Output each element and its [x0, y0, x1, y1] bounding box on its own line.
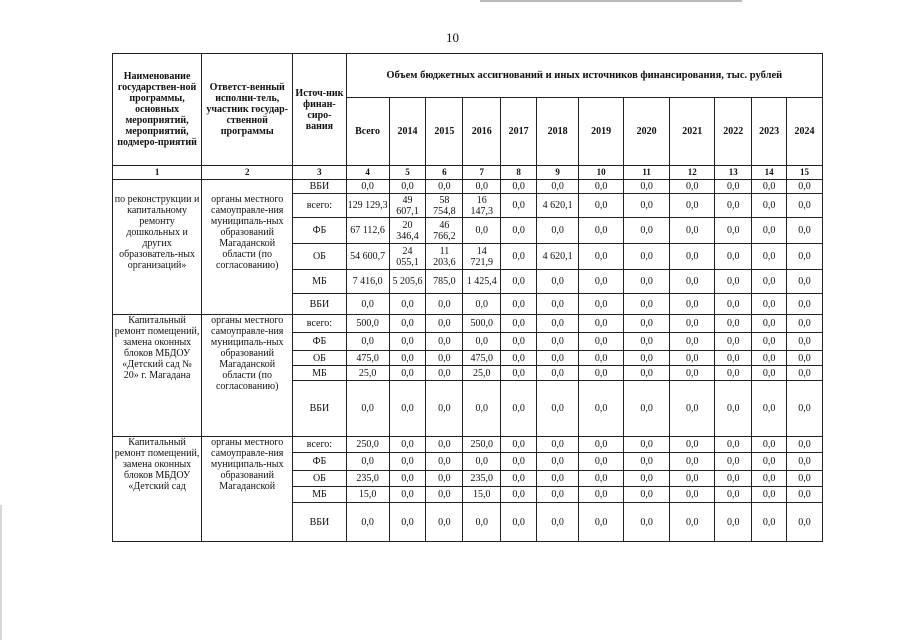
source-cell: МБ	[293, 270, 346, 294]
budget-table	[112, 53, 823, 542]
value-cell: 0,0	[715, 351, 752, 366]
value-cell: 0,0	[752, 244, 787, 270]
column-number: 14	[752, 166, 787, 180]
value-cell: 0,0	[389, 487, 426, 503]
value-cell: 16 147,3	[463, 194, 501, 218]
value-cell: 20 346,4	[389, 218, 426, 244]
source-cell: ОБ	[293, 351, 346, 366]
value-cell: 0,0	[537, 315, 579, 333]
source-cell: всего:	[293, 437, 346, 453]
value-total: 250,0	[346, 437, 389, 453]
value-cell: 235,0	[463, 471, 501, 487]
value-cell: 0,0	[670, 333, 715, 351]
column-number: 11	[624, 166, 670, 180]
value-cell: 0,0	[786, 487, 822, 503]
value-cell: 0,0	[579, 244, 624, 270]
value-cell: 0,0	[463, 453, 501, 471]
source-cell: ВБИ	[293, 180, 346, 194]
value-cell: 15,0	[463, 487, 501, 503]
column-number: 6	[426, 166, 463, 180]
header-year: 2023	[752, 98, 787, 166]
value-cell: 0,0	[537, 453, 579, 471]
value-cell: 0,0	[463, 381, 501, 437]
value-cell: 0,0	[624, 381, 670, 437]
value-cell: 0,0	[579, 453, 624, 471]
value-cell: 250,0	[463, 437, 501, 453]
table-row	[113, 437, 823, 453]
value-cell: 0,0	[786, 381, 822, 437]
value-cell: 0,0	[426, 503, 463, 542]
column-number-row	[113, 166, 823, 180]
value-cell: 0,0	[715, 366, 752, 381]
value-cell: 0,0	[715, 270, 752, 294]
value-cell: 0,0	[715, 333, 752, 351]
value-cell: 0,0	[715, 315, 752, 333]
value-cell: 0,0	[715, 487, 752, 503]
value-total: 0,0	[346, 333, 389, 351]
value-cell: 0,0	[715, 471, 752, 487]
value-cell: 0,0	[670, 351, 715, 366]
column-number: 9	[537, 166, 579, 180]
program-name-cell: Капитальный ремонт помещений, замена оконных блоков МБДОУ «Детский сад № 20» г. Магадана	[113, 315, 202, 437]
value-cell: 0,0	[579, 218, 624, 244]
value-total: 25,0	[346, 366, 389, 381]
source-cell: ВБИ	[293, 503, 346, 542]
value-cell: 0,0	[624, 351, 670, 366]
value-cell: 0,0	[786, 366, 822, 381]
value-cell: 0,0	[579, 294, 624, 315]
value-cell: 0,0	[624, 194, 670, 218]
value-cell: 0,0	[786, 218, 822, 244]
executor-cell: органы местного самоуправле-ния муниципаль-ных образований Магаданской области (по согласованию)	[202, 194, 293, 315]
value-total: 15,0	[346, 487, 389, 503]
column-number: 3	[293, 166, 346, 180]
value-cell: 0,0	[537, 366, 579, 381]
value-cell: 0,0	[501, 381, 537, 437]
value-cell: 0,0	[501, 351, 537, 366]
value-cell: 0,0	[537, 294, 579, 315]
value-cell: 0,0	[715, 194, 752, 218]
value-cell: 49 607,1	[389, 194, 426, 218]
value-cell: 785,0	[426, 270, 463, 294]
value-cell: 0,0	[624, 366, 670, 381]
value-cell: 0,0	[752, 351, 787, 366]
value-cell: 0,0	[579, 503, 624, 542]
value-cell: 0,0	[670, 270, 715, 294]
column-number: 1	[113, 166, 202, 180]
value-cell: 0,0	[715, 453, 752, 471]
value-cell: 0,0	[501, 180, 537, 194]
value-cell: 0,0	[579, 180, 624, 194]
header-source: Источ-ник финан-сиро-вания	[293, 54, 346, 166]
header-year: 2019	[579, 98, 624, 166]
column-number: 15	[786, 166, 822, 180]
value-cell: 46 766,2	[426, 218, 463, 244]
value-cell: 0,0	[579, 315, 624, 333]
column-number: 13	[715, 166, 752, 180]
value-cell: 0,0	[670, 194, 715, 218]
value-cell: 0,0	[426, 294, 463, 315]
value-cell: 0,0	[501, 294, 537, 315]
value-cell: 0,0	[501, 244, 537, 270]
value-cell: 0,0	[752, 315, 787, 333]
value-cell: 0,0	[579, 381, 624, 437]
value-cell: 4 620,1	[537, 244, 579, 270]
value-total: 235,0	[346, 471, 389, 487]
value-cell: 0,0	[670, 294, 715, 315]
column-number: 2	[202, 166, 293, 180]
value-cell: 0,0	[537, 218, 579, 244]
column-number: 5	[389, 166, 426, 180]
header-year: 2018	[537, 98, 579, 166]
value-cell: 0,0	[501, 471, 537, 487]
value-cell: 0,0	[752, 453, 787, 471]
value-cell: 0,0	[670, 503, 715, 542]
program-name-cell: по реконструкции и капитальному ремонту дошкольных и других образователь-ных организаций»	[113, 194, 202, 315]
value-cell: 0,0	[389, 333, 426, 351]
value-cell: 0,0	[537, 471, 579, 487]
value-cell: 0,0	[752, 333, 787, 351]
source-cell: ФБ	[293, 453, 346, 471]
table-row	[113, 194, 823, 218]
value-cell: 5 205,6	[389, 270, 426, 294]
value-cell: 0,0	[463, 180, 501, 194]
value-cell: 0,0	[389, 366, 426, 381]
value-cell: 0,0	[426, 381, 463, 437]
value-cell: 0,0	[752, 487, 787, 503]
value-cell: 1 425,4	[463, 270, 501, 294]
value-cell: 0,0	[752, 366, 787, 381]
source-cell: ФБ	[293, 333, 346, 351]
value-cell: 0,0	[579, 366, 624, 381]
value-cell: 0,0	[463, 503, 501, 542]
value-cell: 0,0	[389, 453, 426, 471]
value-cell: 0,0	[624, 270, 670, 294]
value-cell: 0,0	[389, 351, 426, 366]
value-cell: 0,0	[426, 471, 463, 487]
value-cell: 0,0	[752, 294, 787, 315]
value-cell: 0,0	[670, 244, 715, 270]
value-cell: 0,0	[426, 315, 463, 333]
value-cell: 14 721,9	[463, 244, 501, 270]
value-cell: 0,0	[463, 333, 501, 351]
source-cell: всего:	[293, 194, 346, 218]
header-year: 2016	[463, 98, 501, 166]
header-year: 2014	[389, 98, 426, 166]
value-cell: 0,0	[389, 180, 426, 194]
value-total: 500,0	[346, 315, 389, 333]
value-cell: 0,0	[426, 437, 463, 453]
value-cell: 0,0	[537, 381, 579, 437]
source-cell: ВБИ	[293, 294, 346, 315]
program-name-cell: Капитальный ремонт помещений, замена оконных блоков МБДОУ «Детский сад	[113, 437, 202, 542]
value-cell: 0,0	[624, 218, 670, 244]
value-cell: 0,0	[537, 487, 579, 503]
value-cell: 0,0	[752, 437, 787, 453]
value-total: 7 416,0	[346, 270, 389, 294]
value-cell: 0,0	[786, 503, 822, 542]
value-total: 0,0	[346, 294, 389, 315]
value-cell: 0,0	[624, 471, 670, 487]
value-cell: 0,0	[537, 333, 579, 351]
value-cell: 0,0	[579, 333, 624, 351]
header-year: 2024	[786, 98, 822, 166]
value-cell: 0,0	[670, 487, 715, 503]
value-total: 0,0	[346, 453, 389, 471]
header-executor: Ответст-венный исполни-тель, участник государ-ственной программы	[202, 54, 293, 166]
value-cell: 0,0	[389, 437, 426, 453]
table-row	[113, 180, 823, 194]
value-cell: 0,0	[501, 194, 537, 218]
value-cell: 0,0	[463, 218, 501, 244]
value-cell: 0,0	[579, 487, 624, 503]
value-cell: 0,0	[786, 333, 822, 351]
value-cell: 0,0	[624, 487, 670, 503]
value-cell: 0,0	[624, 244, 670, 270]
value-cell: 0,0	[501, 315, 537, 333]
value-cell: 0,0	[786, 453, 822, 471]
value-cell: 0,0	[670, 471, 715, 487]
value-cell: 0,0	[670, 453, 715, 471]
value-cell: 0,0	[579, 437, 624, 453]
header-year: 2022	[715, 98, 752, 166]
value-cell: 0,0	[786, 437, 822, 453]
source-cell: ОБ	[293, 471, 346, 487]
value-total: 0,0	[346, 381, 389, 437]
value-cell: 0,0	[501, 453, 537, 471]
header-row-1	[113, 54, 823, 98]
value-cell: 0,0	[501, 437, 537, 453]
value-cell: 0,0	[670, 437, 715, 453]
value-cell: 0,0	[786, 270, 822, 294]
value-cell: 0,0	[624, 315, 670, 333]
value-cell: 0,0	[752, 194, 787, 218]
column-number: 10	[579, 166, 624, 180]
value-cell: 0,0	[752, 471, 787, 487]
value-cell: 0,0	[389, 294, 426, 315]
value-cell: 0,0	[537, 437, 579, 453]
column-number: 7	[463, 166, 501, 180]
value-cell: 0,0	[715, 437, 752, 453]
column-number: 8	[501, 166, 537, 180]
value-cell: 0,0	[786, 351, 822, 366]
value-cell: 0,0	[389, 503, 426, 542]
value-cell: 0,0	[501, 270, 537, 294]
value-cell: 0,0	[624, 437, 670, 453]
value-cell: 24 055,1	[389, 244, 426, 270]
value-cell: 0,0	[715, 218, 752, 244]
value-cell: 0,0	[624, 453, 670, 471]
value-total: 0,0	[346, 180, 389, 194]
value-cell: 475,0	[463, 351, 501, 366]
value-cell: 0,0	[752, 503, 787, 542]
value-cell: 0,0	[786, 315, 822, 333]
value-cell: 0,0	[624, 294, 670, 315]
value-cell: 0,0	[715, 381, 752, 437]
value-cell: 0,0	[426, 487, 463, 503]
value-cell: 11 203,6	[426, 244, 463, 270]
value-cell: 0,0	[501, 503, 537, 542]
value-cell: 0,0	[670, 381, 715, 437]
value-cell: 0,0	[752, 218, 787, 244]
table-row	[113, 315, 823, 333]
value-cell: 0,0	[389, 471, 426, 487]
value-cell: 0,0	[426, 180, 463, 194]
value-cell: 0,0	[501, 366, 537, 381]
value-total: 129 129,3	[346, 194, 389, 218]
value-cell: 58 754,8	[426, 194, 463, 218]
value-cell: 0,0	[624, 180, 670, 194]
value-cell: 0,0	[670, 218, 715, 244]
value-total: 67 112,6	[346, 218, 389, 244]
value-cell: 0,0	[501, 218, 537, 244]
value-total: 0,0	[346, 503, 389, 542]
header-year: 2020	[624, 98, 670, 166]
value-cell: 0,0	[579, 351, 624, 366]
header-year: 2015	[426, 98, 463, 166]
header-year: 2017	[501, 98, 537, 166]
header-total: Всего	[346, 98, 389, 166]
value-cell: 0,0	[426, 453, 463, 471]
source-cell: МБ	[293, 487, 346, 503]
value-cell: 25,0	[463, 366, 501, 381]
source-cell: ФБ	[293, 218, 346, 244]
value-cell: 0,0	[463, 294, 501, 315]
value-cell: 0,0	[715, 503, 752, 542]
page-number: 10	[446, 30, 459, 45]
value-cell: 0,0	[537, 180, 579, 194]
header-volume: Объем бюджетных ассигнований и иных источников финансирования, тыс. рублей	[346, 54, 822, 98]
value-cell: 0,0	[786, 180, 822, 194]
header-program: Наименование государствен-ной программы, основных мероприятий, мероприятий, подмеро-приятий	[113, 54, 202, 166]
value-cell: 0,0	[501, 333, 537, 351]
value-total: 54 600,7	[346, 244, 389, 270]
value-cell: 0,0	[786, 294, 822, 315]
value-cell: 0,0	[715, 244, 752, 270]
source-cell: МБ	[293, 366, 346, 381]
continued-executor-cell	[202, 180, 293, 194]
value-cell: 0,0	[786, 471, 822, 487]
value-cell: 0,0	[670, 180, 715, 194]
continued-program-cell	[113, 180, 202, 194]
executor-cell: органы местного самоуправле-ния муниципаль-ных образований Магаданской области (по согласованию)	[202, 315, 293, 437]
value-cell: 0,0	[670, 366, 715, 381]
value-cell: 0,0	[579, 270, 624, 294]
value-cell: 0,0	[715, 180, 752, 194]
value-cell: 4 620,1	[537, 194, 579, 218]
executor-cell: органы местного самоуправле-ния муниципаль-ных образований Магаданской	[202, 437, 293, 542]
value-cell: 0,0	[579, 194, 624, 218]
column-number: 12	[670, 166, 715, 180]
value-cell: 0,0	[670, 315, 715, 333]
value-cell: 0,0	[752, 381, 787, 437]
value-cell: 0,0	[752, 180, 787, 194]
value-cell: 0,0	[426, 333, 463, 351]
value-cell: 0,0	[537, 270, 579, 294]
value-cell: 500,0	[463, 315, 501, 333]
source-cell: ВБИ	[293, 381, 346, 437]
source-cell: ОБ	[293, 244, 346, 270]
header-year: 2021	[670, 98, 715, 166]
value-cell: 0,0	[624, 333, 670, 351]
value-cell: 0,0	[426, 366, 463, 381]
value-cell: 0,0	[752, 270, 787, 294]
value-cell: 0,0	[715, 294, 752, 315]
column-number: 4	[346, 166, 389, 180]
value-cell: 0,0	[389, 315, 426, 333]
value-cell: 0,0	[501, 487, 537, 503]
value-cell: 0,0	[579, 471, 624, 487]
value-cell: 0,0	[389, 381, 426, 437]
top-edge-mark	[480, 0, 742, 2]
scan-edge	[0, 505, 2, 640]
source-cell: всего:	[293, 315, 346, 333]
value-cell: 0,0	[786, 244, 822, 270]
value-cell: 0,0	[537, 351, 579, 366]
value-total: 475,0	[346, 351, 389, 366]
value-cell: 0,0	[537, 503, 579, 542]
value-cell: 0,0	[786, 194, 822, 218]
value-cell: 0,0	[624, 503, 670, 542]
value-cell: 0,0	[426, 351, 463, 366]
